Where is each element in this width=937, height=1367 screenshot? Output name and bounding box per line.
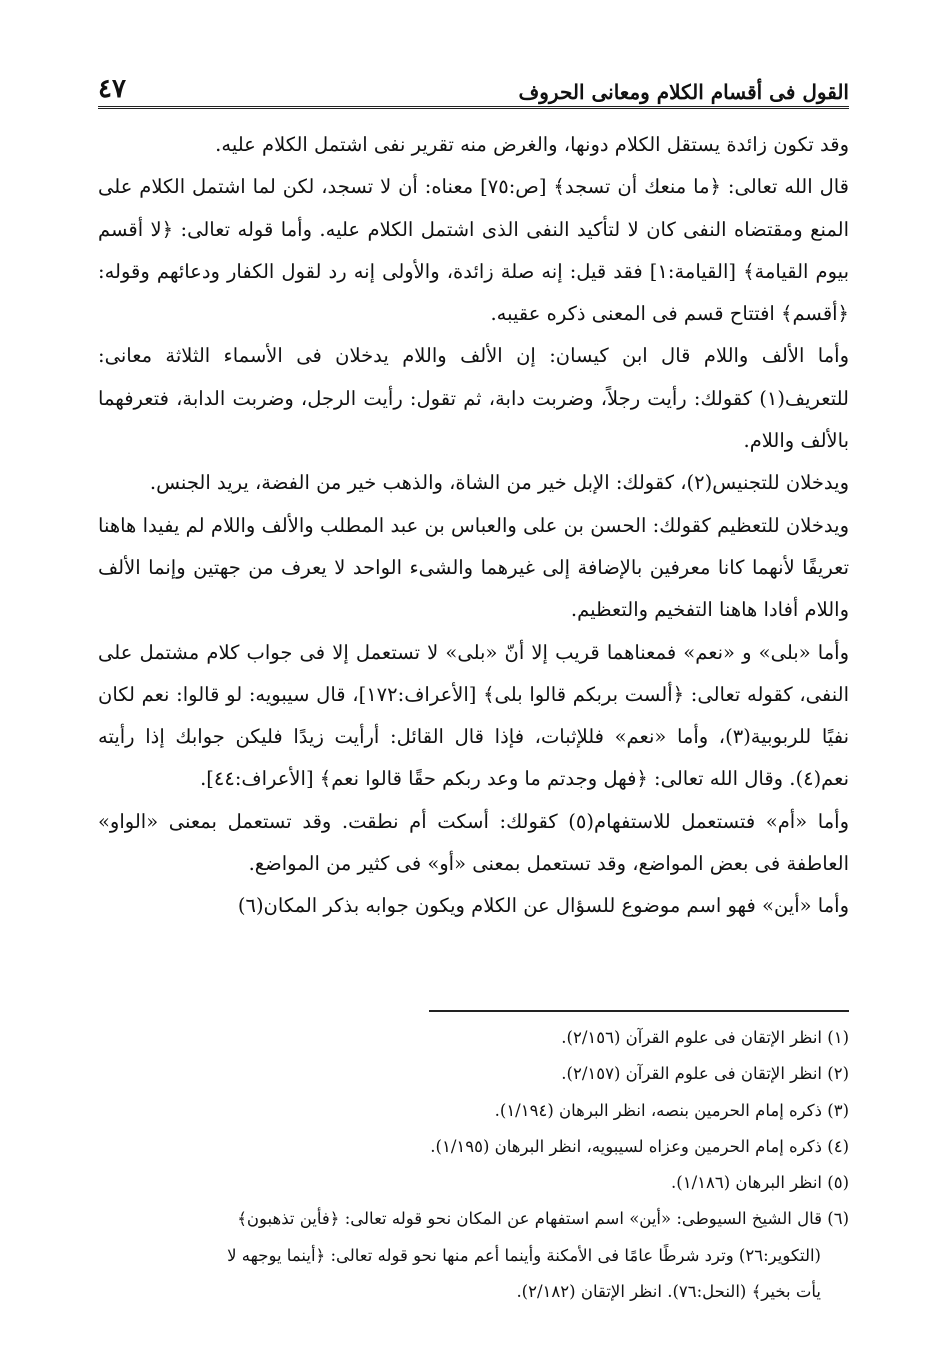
paragraph: وأما «أم» فتستعمل للاستفهام(٥) كقولك: أسكت أم نطقت. وقد تستعمل بمعنى «الواو» العاطفة فى بعض المواضع، وقد تستعمل بمعنى «أو» فى كثير من المواضع. [98, 809, 849, 876]
paragraph: وقد تكون زائدة يستقل الكلام دونها، والغرض منه تقرير نفى اشتمل الكلام عليه. [215, 133, 849, 156]
paragraph: ويدخلان للتعظيم كقولك: الحسن بن على والعباس بن عبد المطلب والألف واللام لم يفيدا هاهنا تعريفًا لأنهما كانا معرفين بالإضافة إلى غيرهما والشىء الواحد لا يعرف من جهتين وإنما الألف واللام أفادا هاهنا التفخيم والتعظيم. [98, 513, 849, 622]
footnote: (٣) ذكره إمام الحرمين بنصه، انظر البرهان (١/١٩٤). [494, 1100, 849, 1120]
footnote: (٤) ذكره إمام الحرمين وعزاه لسيبويه، انظر البرهان (١/١٩٥). [430, 1136, 849, 1156]
main-text [98, 124, 849, 928]
footnote-continuation: (التكوير:٢٦) وترد شرطًا عامًا فى الأمكنة وأينما أعم منها نحو قوله تعالى: ﴿أينما يوجهه لا [227, 1245, 821, 1265]
footnotes [98, 1020, 849, 1310]
footnote-divider [429, 1010, 849, 1012]
footnote: (٥) انظر البرهان (١/١٨٦). [671, 1173, 849, 1193]
running-header [98, 66, 849, 104]
paragraph: وأما «بلى» و «نعم» فمعناهما قريب إلا أنّ «بلى» لا تستعمل إلا فى جواب كلام مشتمل على النفى، كقوله تعالى: ﴿ألست بربكم قالوا بلى﴾ [الأعراف:١٧٢]، قال سيبويه: لو قالوا: نعم لكان نفيًا للربوبية(٣)، وأما «نعم» فللإثبات، فإذا قال القائل: أرأيت زيدًا فليكن جوابك إذا رأيته نعم(٤). وقال الله تعالى: ﴿فهل وجدتم ما وعد ربكم حقًا قالوا نعم﴾ [الأعراف:٤٤]. [98, 640, 849, 791]
footnote: (٢) انظر الإتقان فى علوم القرآن (٢/١٥٧). [561, 1064, 849, 1084]
paragraph: ويدخلان للتجنيس(٢)، كقولك: الإبل خير من الشاة، والذهب خير من الفضة، يريد الجنس. [149, 471, 849, 495]
footnote: (٦) قال الشيخ السيوطى: «أين» اسم استفهام عن المكان نحو قوله تعالى: ﴿فأين تذهبون﴾ [237, 1209, 849, 1229]
paragraph: وأما «أين» فهو اسم موضوع للسؤال عن الكلام ويكون جوابه بذكر المكان(٦) [237, 894, 849, 918]
paragraph: قال الله تعالى: ﴿ما منعك أن تسجد﴾ [ص:٧٥] معناه: أن لا تسجد، لكن لما اشتمل الكلام على المنع ومقتضاه النفى كان لا لتأكيد النفى الذى اشتمل الكلام عليه. وأما قوله تعالى: ﴿لا أقسم بيوم القيامة﴾ [القيامة:١] فقد قيل: إنه صلة زائدة، والأولى إنه رد لقول الكفار ودعائهم وقوله: ﴿أقسم﴾ افتتاح قسم فى المعنى ذكره عقيبه. [98, 175, 849, 326]
header-divider [98, 106, 849, 109]
footnote: (١) انظر الإتقان فى علوم القرآن (٢/١٥٦). [561, 1028, 849, 1047]
footnote-continuation: يأت بخير﴾ (النحل:٧٦). انظر الإتقان (٢/١٨٢). [516, 1282, 821, 1302]
paragraph: وأما الألف واللام قال ابن كيسان: إن الألف واللام يدخلان فى الأسماء الثلاثة معانى: للتعريف(١) كقولك: رأيت رجلاً، وضربت دابة، ثم تقول: رأيت الرجل، وضربت الدابة، فتعرفهما بالألف واللام. [98, 344, 849, 453]
page-number: ٤٧ [98, 74, 126, 104]
header-title: القول فى أقسام الكلام ومعانى الحروف [518, 80, 849, 104]
